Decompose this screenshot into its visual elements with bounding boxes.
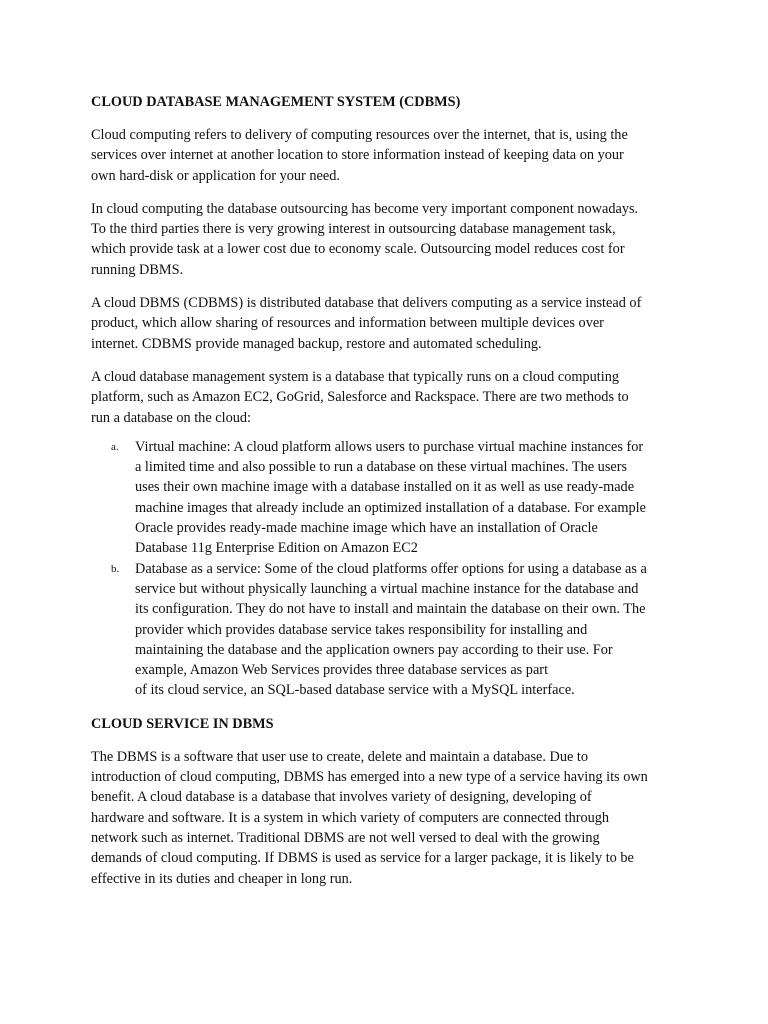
text-line: effective in its duties and cheaper in long run. xyxy=(91,870,353,887)
paragraph-cloud-dbms xyxy=(91,293,691,354)
list-item-database-as-a-service xyxy=(91,559,691,701)
text-line: hardware and software. It is a system in which variety of computers are connected through xyxy=(91,809,610,826)
text-line: platform, such as Amazon EC2, GoGrid, Salesforce and Rackspace. There are two methods to xyxy=(91,389,629,406)
heading-cdbms: CLOUD DATABASE MANAGEMENT SYSTEM (CDBMS) xyxy=(91,94,461,110)
document-page xyxy=(91,92,691,902)
text-line: maintaining the database and the application owners pay according to their use. For xyxy=(135,641,613,658)
text-line: internet. CDBMS provide managed backup, restore and automated scheduling. xyxy=(91,335,542,352)
text-line: a limited time and also possible to run a database on these virtual machines. The users xyxy=(135,459,628,476)
paragraph-cdbms-platforms xyxy=(91,367,691,428)
text-line: A cloud DBMS (CDBMS) is distributed database that delivers computing as a service instead of xyxy=(91,295,642,312)
text-line: provider which provides database service takes responsibility for installing and xyxy=(135,621,588,638)
methods-list xyxy=(91,437,691,701)
text-line: Virtual machine: A cloud platform allows users to purchase virtual machine instances for xyxy=(135,438,644,455)
text-line: Cloud computing refers to delivery of computing resources over the internet, that is, using the xyxy=(91,127,628,143)
text-line: Database 11g Enterprise Edition on Amazon EC2 xyxy=(135,540,418,557)
text-line: In cloud computing the database outsourcing has become very important component nowadays. xyxy=(91,200,639,217)
heading-cloud-service: CLOUD SERVICE IN DBMS xyxy=(91,715,274,732)
text-line: run a database on the cloud: xyxy=(91,409,251,426)
text-line: its configuration. They do not have to install and maintain the database on their own. The xyxy=(135,601,646,618)
text-line: benefit. A cloud database is a database that involves variety of designing, developing of xyxy=(91,789,592,806)
text-line: To the third parties there is very growing interest in outsourcing database management task, xyxy=(91,221,616,238)
paragraph-outsourcing xyxy=(91,199,691,280)
text-line: product, which allow sharing of resources and information between multiple devices over xyxy=(91,315,604,332)
text-line: demands of cloud computing. If DBMS is used as service for a larger package, it is likely to be xyxy=(91,850,634,867)
list-marker: b. xyxy=(111,562,120,575)
text-line: of its cloud service, an SQL-based database service with a MySQL interface. xyxy=(135,682,575,699)
text-line: A cloud database management system is a database that typically runs on a cloud computing xyxy=(91,368,620,385)
text-line: own hard-disk or application for your need. xyxy=(91,167,340,184)
list-item-virtual-machine xyxy=(91,437,691,559)
text-line: Database as a service: Some of the cloud platforms offer options for using a database as a xyxy=(135,560,647,577)
text-line: services over internet at another location to store information instead of keeping data on your xyxy=(91,147,624,164)
text-line: uses their own machine image with a database installed on it as well as use ready-made xyxy=(135,479,635,496)
paragraph-cloud-computing xyxy=(91,125,691,186)
text-line: Oracle provides ready-made machine image which have an installation of Oracle xyxy=(135,520,598,537)
text-line: running DBMS. xyxy=(91,261,184,278)
list-marker: a. xyxy=(111,440,119,453)
text-line: machine images that already include an optimized installation of a database. For example xyxy=(135,499,646,516)
text-line: The DBMS is a software that user use to create, delete and maintain a database. Due to xyxy=(91,748,589,765)
text-line: network such as internet. Traditional DBMS are not well versed to deal with the growing xyxy=(91,829,600,846)
text-line: example, Amazon Web Services provides three database services as part xyxy=(135,662,549,679)
text-line: which provide task at a lower cost due to economy scale. Outsourcing model reduces cost for xyxy=(91,241,625,258)
paragraph-dbms-software xyxy=(91,747,691,889)
text-line: introduction of cloud computing, DBMS has emerged into a new type of a service having its own xyxy=(91,769,648,786)
text-line: service but without physically launching a virtual machine instance for the database and xyxy=(135,580,639,597)
